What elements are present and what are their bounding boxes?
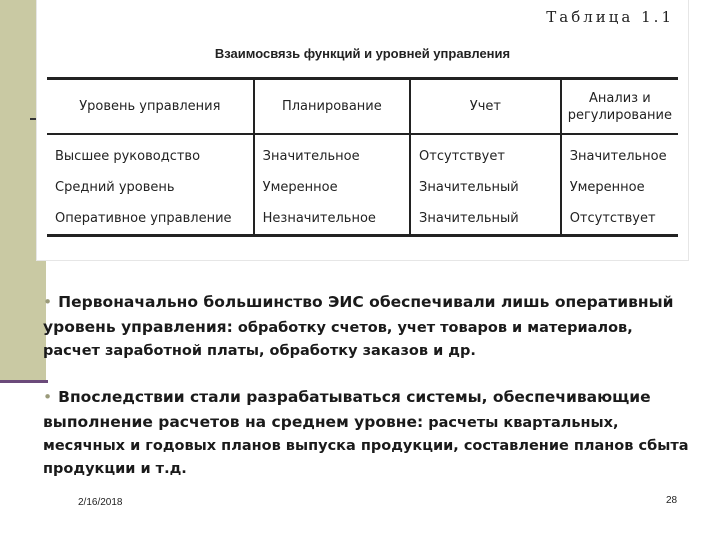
bullet-item [43,290,693,363]
table-cell: Высшее руководство [55,149,201,164]
table-cell: Отсутствует [410,134,561,172]
table-cell: Умеренное [561,172,678,203]
page-number: 28 [666,495,678,506]
table-cell: Оперативное управление [55,211,232,226]
table-header-row [47,79,678,135]
table-cell: Незначительное [254,203,410,236]
table-cell: Отсутствует [561,203,678,236]
table-row [47,203,678,236]
table-row [47,134,678,172]
table-header-cell: Планирование [254,79,410,135]
bullet-dot-icon: • [43,293,53,311]
table-row [47,172,678,203]
bullet-detail-text: обработку счетов, учет товаров и материалов, расчет заработной платы, обработку заказов и др. [43,320,633,359]
table-scan-image [37,0,688,260]
bullet-list [43,290,693,503]
slide-side-line [0,380,48,383]
bullet-lead-text: Первоначально большинство ЭИС обеспечивали лишь оперативный уровень управления: [43,293,674,336]
table-header-cell: Учет [410,79,561,135]
table-cell: Значительный [410,203,561,236]
table-title: Взаимосвязь функций и уровней управления [214,46,511,61]
footer-date: 2/16/2018 [78,497,123,508]
table-caption: Таблица 1.1 [546,8,674,26]
table-cell: Значительный [410,172,561,203]
bullet-lead-text: Впоследствии стали разрабатываться системы, обеспечивающие выполнение расчетов на среднем уровне: [43,388,651,431]
bullet-detail-text: расчеты квартальных, месячных и годовых планов выпуска продукции, составление планов сбыта продукции и т.д. [43,415,689,477]
table-cell: Средний уровень [55,180,175,195]
bullet-item [43,385,693,481]
functions-levels-table [47,77,678,237]
table-header-cell: Анализ и регулирование [561,79,678,135]
table-cell: Значительное [254,134,410,172]
bullet-dot-icon: • [43,388,53,406]
table-cell: Значительное [561,134,678,172]
table-header-cell: Уровень управления [47,79,254,135]
table-cell: Умеренное [254,172,410,203]
